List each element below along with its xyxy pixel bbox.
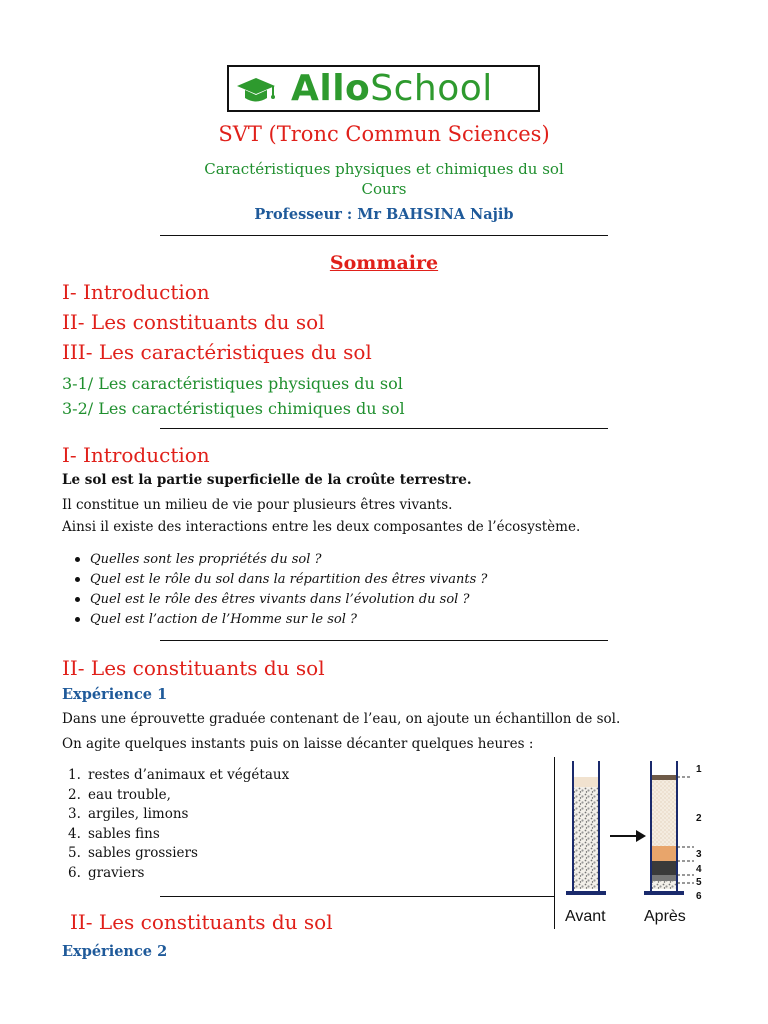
professor-name: Professeur : Mr BAHSINA Najib (254, 206, 514, 223)
list-item: 1. restes d’animaux et végétaux (68, 767, 290, 783)
alloschool-logo (227, 65, 540, 112)
experiment-title: Expérience 2 (62, 943, 168, 960)
tube-before (566, 761, 606, 895)
label-before: Avant (565, 908, 606, 925)
summary-title: Sommaire (329, 252, 439, 274)
layer-number: 5 (696, 877, 702, 888)
layer-number: 3 (696, 849, 702, 860)
divider (160, 428, 608, 429)
layer-number: 2 (696, 813, 702, 824)
question-item: Quelles sont les propriétés du sol ? (70, 552, 487, 572)
layer-number: 6 (696, 891, 702, 902)
summary-item[interactable]: III- Les caractéristiques du sol (62, 340, 372, 364)
figure-separator (554, 757, 555, 929)
intro-heading: I- Introduction (62, 443, 210, 467)
question-item: Quel est l’action de l’Homme sur le sol ? (70, 612, 487, 632)
sediment-layer-list (68, 767, 289, 885)
list-item: 3. argiles, limons (68, 806, 189, 823)
course-topic: Caractéristiques physiques et chimiques du sol (204, 160, 564, 178)
course-subject: SVT (Tronc Commun Sciences) (218, 122, 550, 146)
divider (160, 235, 608, 236)
section-heading: II- Les constituants du sol (70, 910, 333, 934)
experiment-title: Expérience 1 (62, 686, 168, 703)
experiment-paragraph: Dans une éprouvette graduée contenant de l’eau, on ajoute un échantillon de sol. (62, 711, 621, 727)
sedimentation-figure (560, 757, 720, 932)
list-item: 4. sables fins (68, 825, 160, 842)
question-item: Quel est le rôle des êtres vivants dans l’évolution du sol ? (70, 592, 487, 612)
layer-number: 1 (696, 764, 702, 775)
intro-paragraph: Il constitue un milieu de vie pour plusieurs êtres vivants. (62, 497, 453, 513)
course-kind: Cours (361, 180, 407, 198)
logo-wordmark: AlloSchool (291, 68, 493, 109)
summary-item[interactable]: II- Les constituants du sol (62, 310, 325, 334)
intro-lead: Le sol est la partie superficielle de la croûte terrestre. (62, 472, 472, 488)
section-heading: II- Les constituants du sol (62, 656, 325, 680)
graduation-cap-icon (235, 75, 277, 105)
list-item: 5. sables grossiers (68, 845, 198, 862)
layer-number: 4 (696, 864, 702, 875)
experiment-paragraph: On agite quelques instants puis on laisse décanter quelques heures : (62, 736, 534, 752)
list-item: 6. graviers (68, 864, 145, 881)
summary-item[interactable]: I- Introduction (62, 280, 210, 304)
divider (160, 640, 608, 641)
intro-paragraph: Ainsi il existe des interactions entre les deux composantes de l’écosystème. (62, 519, 581, 535)
label-after: Après (644, 908, 686, 925)
arrow-icon (610, 830, 646, 842)
question-item: Quel est le rôle du sol dans la répartition des êtres vivants ? (70, 572, 487, 592)
summary-subitem[interactable]: 3-1/ Les caractéristiques physiques du sol (62, 374, 403, 393)
tube-after (644, 761, 694, 895)
divider (160, 896, 554, 897)
list-item: 2. eau trouble, (68, 786, 171, 803)
summary-subitem[interactable]: 3-2/ Les caractéristiques chimiques du sol (62, 399, 405, 418)
question-list (70, 552, 487, 632)
